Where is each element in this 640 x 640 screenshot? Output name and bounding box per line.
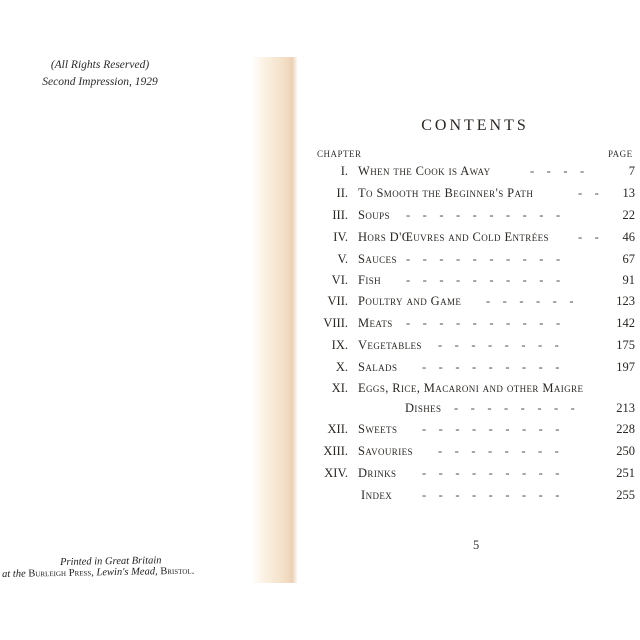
chapter-title: Vegetables — [358, 338, 422, 352]
leader-dots: - - - - - - - - - — [422, 422, 560, 436]
toc-entry — [310, 273, 635, 293]
toc-entry — [310, 381, 635, 401]
chapter-number: X. — [335, 360, 348, 374]
toc-entry — [310, 316, 635, 336]
chapter-number: VII. — [327, 294, 348, 308]
leader-dots: - - - - - - — [486, 294, 574, 308]
page-number: 213 — [616, 401, 635, 415]
leader-dots: - - - - - - - - — [438, 338, 559, 352]
toc-entry — [310, 208, 635, 228]
chapter-number: XIV. — [324, 466, 348, 480]
chapter-number: II. — [336, 186, 348, 200]
chapter-title: Sauces — [358, 252, 397, 266]
page-number: 251 — [616, 466, 635, 480]
toc-entry — [310, 338, 635, 358]
page-number: 22 — [622, 208, 635, 222]
page-number: 91 — [622, 273, 635, 287]
leader-dots: - - - - - - - - — [438, 444, 559, 458]
page-number: 197 — [616, 360, 635, 374]
leader-dots: - - - - - - - - - — [422, 488, 560, 502]
chapter-title: When the Cook is Away — [358, 164, 491, 178]
left-page — [0, 0, 252, 640]
rights-reserved: (All Rights Reserved) — [50, 59, 150, 71]
toc-entry-continuation — [310, 401, 635, 421]
chapter-title: Dishes — [405, 401, 442, 415]
chapter-title: Index — [361, 488, 393, 502]
printer-place: Lewin's Mead, — [96, 566, 158, 579]
chapter-number: XI. — [331, 381, 348, 395]
printer-prefix: at the — [2, 568, 26, 580]
leader-dots: - - - - - - - - - - — [406, 316, 561, 330]
toc-entry — [310, 444, 635, 464]
chapter-title: Poultry and Game — [358, 294, 462, 308]
printer-press: Burleigh Press, — [28, 567, 94, 580]
printer-line — [2, 566, 194, 580]
toc-entry-index — [310, 488, 635, 508]
page-number: 67 — [622, 252, 635, 266]
leader-dots: - - — [578, 186, 599, 200]
page-number: 46 — [622, 230, 635, 244]
chapter-title: Eggs, Rice, Macaroni and other Maigre — [358, 381, 584, 395]
chapter-number: VI. — [331, 273, 348, 287]
page-number: 175 — [616, 338, 635, 352]
page-column-header: PAGE — [608, 149, 633, 159]
printer-city: Bristol. — [160, 565, 195, 578]
page-number: 142 — [616, 316, 635, 330]
chapter-title: Salads — [358, 360, 398, 374]
chapter-title: To Smooth the Beginner's Path — [358, 186, 534, 200]
toc-entry — [310, 360, 635, 380]
chapter-title: Fish — [358, 273, 382, 287]
book-gutter — [252, 57, 298, 583]
leader-dots: - - — [578, 230, 599, 244]
chapter-title: Sweets — [358, 422, 398, 436]
toc-entry — [310, 252, 635, 272]
impression-line: Second Impression, 1929 — [42, 76, 158, 88]
chapter-number: I. — [340, 164, 348, 178]
printed-in-text: Printed in Great Britain — [60, 555, 162, 568]
leader-dots: - - - - - - - - - — [422, 466, 560, 480]
chapter-number: IV. — [333, 230, 348, 244]
page-number: 255 — [616, 488, 635, 502]
chapter-number: III. — [332, 208, 348, 222]
contents-title: CONTENTS — [421, 117, 529, 134]
leader-dots: - - - - - - - - — [454, 401, 575, 415]
leader-dots: - - - - - - - - - - — [406, 273, 561, 287]
toc-entry — [310, 466, 635, 486]
page-number: 13 — [622, 186, 635, 200]
toc-entry — [310, 422, 635, 442]
toc-entry — [310, 294, 635, 314]
toc-entry — [310, 186, 635, 206]
toc-entry — [310, 164, 635, 184]
chapter-number: IX. — [331, 338, 348, 352]
chapter-title: Meats — [358, 316, 393, 330]
chapter-number: XII. — [327, 422, 348, 436]
page-number: 250 — [616, 444, 635, 458]
chapter-title: Soups — [358, 208, 390, 222]
chapter-column-header: CHAPTER — [317, 149, 362, 159]
chapter-title: Hors D'Œuvres and Cold Entrées — [358, 230, 549, 244]
chapter-title: Drinks — [358, 466, 397, 480]
leader-dots: - - - - - - - - - - — [406, 252, 561, 266]
page-number: 228 — [616, 422, 635, 436]
chapter-number: XIII. — [323, 444, 348, 458]
leader-dots: - - - - - - - - - - — [406, 208, 561, 222]
chapter-number: V. — [337, 252, 348, 266]
leader-dots: - - - - - - - - - — [422, 360, 560, 374]
folio-page-number: 5 — [473, 538, 480, 552]
leader-dots: - - - - — [530, 164, 585, 178]
chapter-title: Savouries — [358, 444, 413, 458]
page-number: 123 — [616, 294, 635, 308]
toc-entry — [310, 230, 635, 250]
chapter-number: VIII. — [323, 316, 348, 330]
page-number: 7 — [628, 164, 635, 178]
